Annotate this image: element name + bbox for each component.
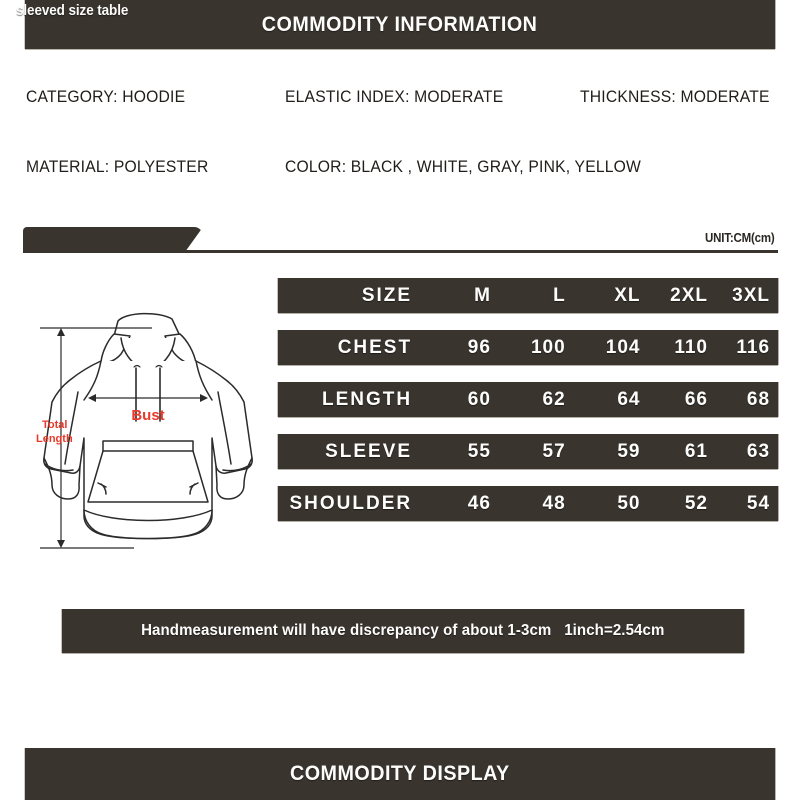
row-label-sleeve: SLEEVE [325,440,413,462]
disclaimer-text: Handmeasurement will have discrepancy of about 1-3cm 1inch=2.54cm [141,622,665,639]
page-title: COMMODITY INFORMATION [262,12,538,36]
spec-category: CATEGORY: HOODIE [26,88,186,106]
cell-sleeve-m: 55 [467,440,491,462]
total-length-label-line2: Length [36,433,73,445]
cell-sleeve-3xl: 63 [746,440,771,462]
cell-length-3xl: 68 [746,388,771,410]
cell-shoulder-l: 48 [542,492,566,514]
hoodie-measurement-diagram [22,288,274,560]
cell-shoulder-m: 46 [467,492,491,514]
spec-material: MATERIAL: POLYESTER [26,158,209,176]
cell-sleeve-xl: 59 [617,440,641,462]
size-table-tab-label: sleeved size table [16,3,129,19]
cell-shoulder-2xl: 52 [684,492,708,514]
row-label-length: LENGTH [321,388,413,410]
commodity-information-banner [25,0,775,49]
table-row [278,434,778,469]
arrow-head-up [57,328,65,336]
size-table-divider [23,250,778,253]
cell-shoulder-3xl: 54 [746,492,771,514]
header-cell-2xl: 2XL [670,284,708,306]
spec-thickness: THICKNESS: MODERATE [580,88,770,106]
cell-sleeve-2xl: 61 [684,440,708,462]
cell-length-2xl: 66 [684,388,708,410]
cell-chest-l: 100 [530,336,566,358]
spec-row-secondary [0,158,800,186]
footer-title: COMMODITY DISPLAY [290,762,510,785]
spec-elastic-index: ELASTIC INDEX: MODERATE [285,88,504,106]
cell-length-l: 62 [542,388,566,410]
cell-sleeve-l: 57 [542,440,566,462]
size-table-tab [23,227,203,252]
table-row [278,330,778,365]
cell-chest-xl: 104 [605,336,641,358]
spec-row-primary [0,88,800,116]
bust-label: Bust [131,407,165,424]
table-row [278,382,778,417]
cell-length-m: 60 [467,388,491,410]
cell-length-xl: 64 [617,388,641,410]
row-label-shoulder: SHOULDER [289,492,413,514]
size-table [278,278,778,521]
total-length-label-line1: Total [42,419,68,431]
unit-label: UNIT:CM(cm) [705,231,775,245]
header-cell-3xl: 3XL [732,284,771,306]
cell-chest-2xl: 110 [674,336,708,358]
header-cell-size: SIZE [361,284,413,306]
spec-color: COLOR: BLACK , WHITE, GRAY, PINK, YELLOW [285,158,642,176]
table-header-row [278,278,778,313]
header-cell-m: M [474,284,491,306]
cell-shoulder-xl: 50 [617,492,641,514]
row-label-chest: CHEST [337,336,413,358]
arrow-head-down [57,540,65,548]
cell-chest-m: 96 [467,336,491,358]
table-row [278,486,778,521]
header-cell-xl: XL [614,284,641,306]
header-cell-l: L [553,284,566,306]
measurement-disclaimer-bar [62,609,744,653]
cell-chest-3xl: 116 [736,336,771,358]
commodity-display-banner [25,748,775,800]
